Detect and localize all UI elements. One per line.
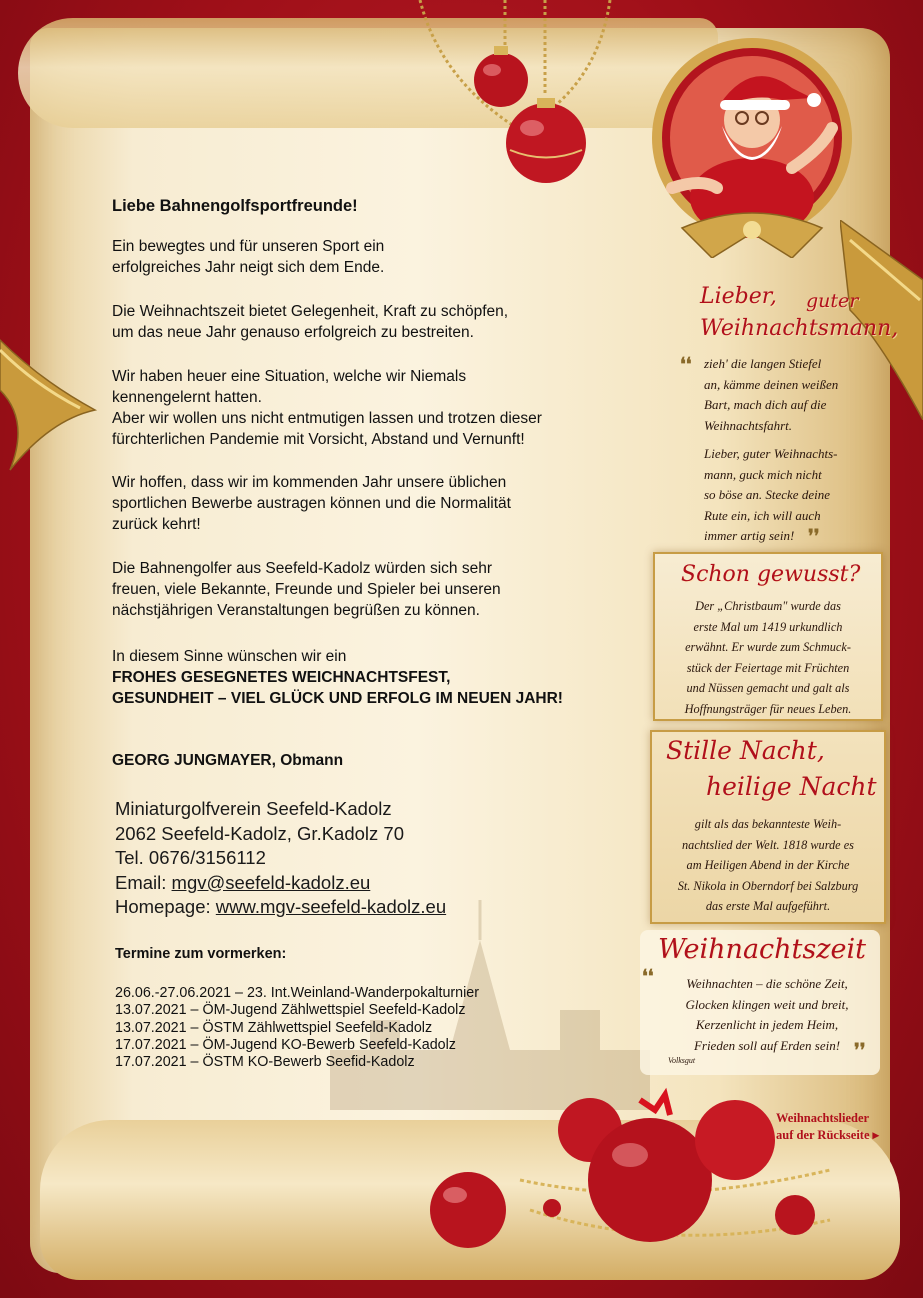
termine-item: 13.07.2021 – ÖSTM Zählwettspiel Seefeld-Kadolz (115, 1019, 433, 1036)
stille-nacht-title-1: Stille Nacht, (666, 736, 825, 765)
lieder-rueckseite-note (776, 1110, 879, 1144)
paragraph-line: Ein bewegtes und für unseren Sport ein (112, 238, 385, 255)
paragraph-2 (112, 301, 508, 343)
termine-item: 17.07.2021 – ÖSTM KO-Bewerb Seefid-Kadolz (115, 1054, 415, 1071)
stille-nacht-panel (650, 730, 886, 924)
holiday-wish (112, 646, 563, 709)
poem-line: Rute ein, ich will auch (704, 507, 821, 523)
weihnachtszeit-line: Weihnachten – die schöne Zeit, (686, 976, 848, 991)
club-address: 2062 Seefeld-Kadolz, Gr.Kadolz 70 (115, 822, 404, 844)
poem-line: zieh' die langen Stiefel (704, 356, 822, 371)
scroll-top-roll (18, 18, 718, 128)
paragraph-line: zurück kehrt! (112, 516, 201, 533)
stille-nacht-line: nachtslied der Welt. 1818 wurde es (682, 837, 854, 852)
paragraph-line: um das neue Jahr genauso erfolgreich zu bestreiten. (112, 324, 474, 341)
poem-line: so böse an. Stecke deine (704, 487, 830, 502)
poem-stanza-1 (704, 354, 874, 436)
email-label: Email: (115, 871, 172, 893)
paragraph-line: kennengelernt hatten. (112, 389, 262, 406)
wish-line-2: GESUNDHEIT – VIEL GLÜCK UND ERFOLG IM NEUEN JAHR! (112, 690, 563, 707)
gewusst-line: Hoffnungsträger für neues Leben. (684, 701, 852, 716)
termine-item: 26.06.-27.06.2021 – 23. Int.Weinland-Wanderpokalturnier (115, 985, 480, 1001)
paragraph-line: Die Bahnengolfer aus Seefeld-Kadolz würden sich sehr (112, 560, 492, 577)
termine-list (115, 985, 479, 1071)
paragraph-4 (112, 472, 511, 535)
termine-item: 17.07.2021 – ÖM-Jugend KO-Bewerb Seefeld-Kadolz (115, 1036, 456, 1053)
club-name: Miniaturgolfverein Seefeld-Kadolz (115, 798, 392, 819)
gewusst-line: und Nüssen gemacht und galt als (686, 681, 850, 695)
gewusst-line: erwähnt. Er wurde zum Schmuck- (685, 640, 851, 654)
quote-open-icon: ❛❛ (680, 354, 692, 374)
schon-gewusst-panel (653, 552, 883, 721)
gewusst-line: Der „Christbaum" wurde das (695, 599, 841, 613)
weihnachtszeit-panel (640, 930, 880, 1075)
weihnachtszeit-line: Kerzenlicht in jedem Heim, (695, 1017, 839, 1032)
stille-nacht-line: das erste Mal aufgeführt. (705, 899, 831, 913)
paragraph-line: erfolgreiches Jahr neigt sich dem Ende. (112, 259, 385, 276)
paragraph-line: fürchterlichen Pandemie mit Vorsicht, Abstand und Vernunft! (112, 431, 525, 448)
weihnachtszeit-line: Frieden soll auf Erden sein! (693, 1037, 841, 1053)
paragraph-line: Wir hoffen, dass wir im kommenden Jahr unsere üblichen (112, 474, 507, 491)
paragraph-1 (112, 236, 384, 278)
gewusst-text (659, 596, 877, 719)
arrow-right-icon: ▸ (872, 1128, 879, 1142)
homepage-label: Homepage: (115, 896, 216, 917)
paragraph-line: Aber wir wollen uns nicht entmutigen lassen und trotzen dieser (112, 410, 542, 427)
santa-claus-medallion (642, 38, 862, 258)
poem-line: Weihnachtsfahrt. (704, 417, 792, 433)
poem-line: Lieber, guter Weihnachts- (704, 446, 838, 461)
stille-nacht-line: St. Nikola in Oberndorf bei Salzburg (677, 878, 859, 893)
paragraph-5 (112, 558, 501, 621)
poem-line: immer artig sein! (704, 528, 795, 543)
email-row (115, 871, 446, 896)
paragraph-3 (112, 366, 542, 450)
poem-title-weihnachtsmann: Weihnachtsmann, (700, 316, 899, 341)
weihnachtszeit-poem (660, 974, 874, 1056)
signature: GEORG JUNGMAYER, Obmann (112, 752, 344, 769)
weihnachtszeit-title: Weihnachtszeit (658, 934, 866, 965)
poem-title-guter: guter (806, 290, 859, 312)
paragraph-line: sportlichen Bewerbe austragen können und die Normalität (112, 495, 511, 512)
weihnachtszeit-line: Glocken klingen weit und breit, (685, 996, 849, 1012)
gewusst-title: Schon gewusst? (681, 562, 861, 587)
quote-close-icon: ❜❜ (854, 1040, 866, 1060)
quote-open-icon: ❛❛ (642, 966, 654, 986)
stille-nacht-text (654, 814, 882, 917)
club-phone: Tel. 0676/3156112 (115, 847, 266, 868)
termine-item: 13.07.2021 – ÖM-Jugend Zählwettspiel Seefeld-Kadolz (115, 1002, 466, 1019)
quote-close-icon: ❜❜ (808, 526, 820, 546)
stille-nacht-line: gilt als das bekannteste Weih- (694, 817, 842, 831)
gold-ribbon-left-decoration (0, 320, 100, 480)
paragraph-line: Wir haben heuer eine Situation, welche wir Niemals (112, 368, 467, 385)
poem-source: Volksgut (668, 1056, 696, 1065)
paragraph-line: nächstjährigen Veranstaltungen begrüßen zu können. (112, 602, 480, 619)
stille-nacht-title-2: heilige Nacht (706, 772, 877, 801)
weihnachtsmann-poem-panel (676, 282, 899, 547)
footer-line-2-text: auf der Rückseite (776, 1128, 870, 1142)
termine-title: Termine zum vormerken: (115, 946, 287, 962)
poem-line: an, kämme deinen weißen (704, 376, 839, 392)
homepage-link[interactable]: www.mgv-seefeld-kadolz.eu (215, 896, 447, 917)
footer-line-2 (776, 1127, 879, 1144)
wish-intro: In diesem Sinne wünschen wir ein (112, 648, 347, 665)
contact-block (115, 797, 446, 920)
footer-line-1: Weihnachtslieder (776, 1111, 870, 1125)
wish-line-1: FROHES GESEGNETES WEICHNACHTSFEST, (112, 669, 451, 686)
homepage-row (115, 895, 446, 920)
poem-line: Bart, mach dich auf die (704, 397, 827, 412)
gewusst-line: erste Mal um 1419 urkundlich (693, 619, 843, 634)
email-link[interactable]: mgv@seefeld-kadolz.eu (171, 871, 371, 893)
letter-greeting: Liebe Bahnengolfsportfreunde! (112, 197, 358, 215)
poem-line: mann, guck mich nicht (704, 466, 822, 482)
poem-stanza-2 (704, 444, 874, 547)
stille-nacht-line: am Heiligen Abend in der Kirche (686, 858, 850, 872)
poem-title-lieber: Lieber, (700, 284, 777, 309)
gewusst-line: stück der Feiertage mit Früchten (686, 660, 850, 675)
paragraph-line: freuen, viele Bekannte, Freunde und Spieler bei unseren (112, 581, 501, 598)
paragraph-line: Die Weihnachtszeit bietet Gelegenheit, Kraft zu schöpfen, (112, 303, 509, 320)
